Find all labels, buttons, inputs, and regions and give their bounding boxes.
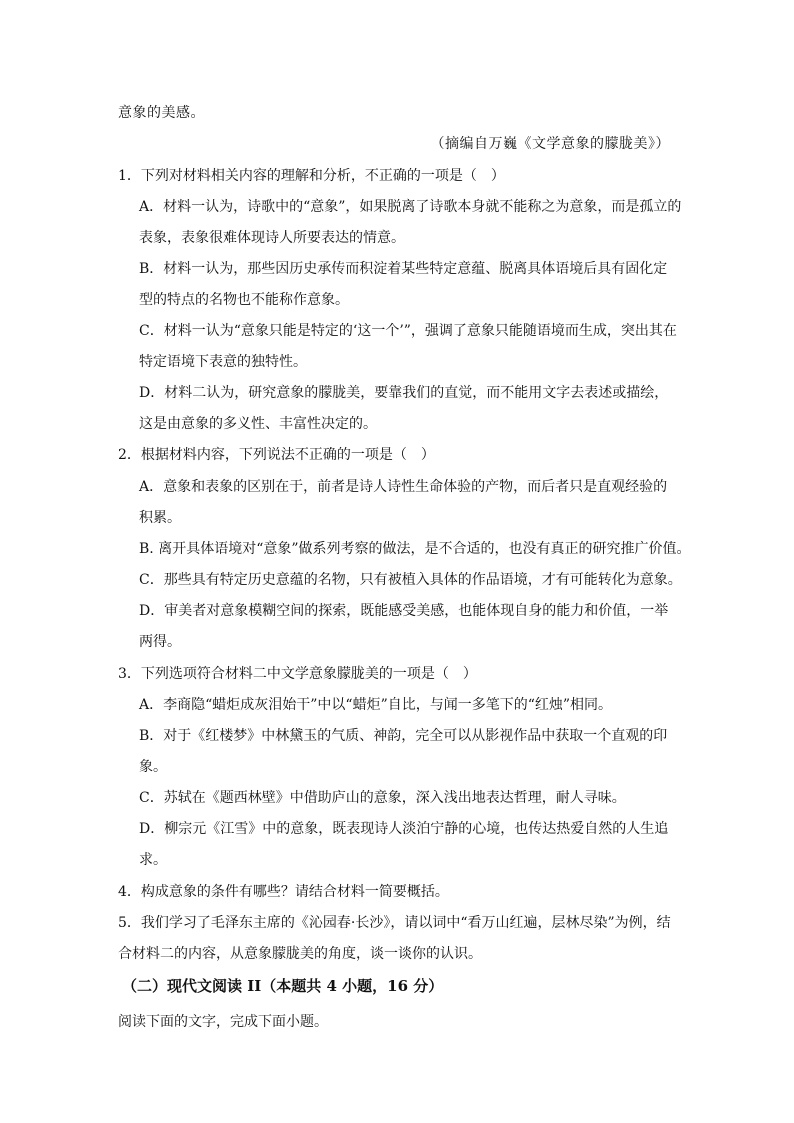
intro-tail: 意象的美感。 [118, 105, 205, 121]
q5-line1: 5．我们学习了毛泽东主席的《沁园春·长沙》，请以词中“看万山红遍，层林尽染”为例，结 [118, 915, 671, 931]
q2-option-d-line2: 两得。 [139, 634, 181, 650]
q3-option-d-line1: D．柳宗元《江雪》中的意象，既表现诗人淡泊宁静的心境，也传达热爱自然的人生追 [139, 821, 669, 837]
q1-option-d-line1: D．材料二认为，研究意象的朦胧美，要靠我们的直觉，而不能用文字去表述或描绘， [139, 385, 669, 401]
q2-stem: 2．根据材料内容，下列说法不正确的一项是（ ） [118, 447, 435, 463]
q2-option-a-line2: 积累。 [139, 510, 181, 526]
q1-option-b-line2: 型的特点的名物也不能称作意象。 [139, 292, 349, 308]
q3-option-c-line1: C．苏轼在《题西林壁》中借助庐山的意象，深入浅出地表达哲理，耐人寻味。 [139, 790, 626, 806]
q2-option-c-line1: C．那些具有特定历史意蕴的名物，只有被植入具体的作品语境，才有可能转化为意象。 [139, 572, 682, 588]
q3-option-d-line2: 求。 [139, 852, 167, 868]
q1-option-c-line1: C．材料一认为“意象只能是特定的‘这一个’”，强调了意象只能随语境而生成，突出其在 [139, 323, 677, 339]
q3-option-a-line1: A．李商隐“蜡炬成灰泪始干”中以“蜡炬”自比，与闻一多笔下的“红烛”相同。 [139, 697, 613, 713]
q3-option-b-line1: B．对于《红楼梦》中林黛玉的气质、神韵，完全可以从影视作品中获取一个直观的印 [139, 728, 668, 744]
q3-stem: 3．下列选项符合材料二中文学意象朦胧美的一项是（ ） [118, 666, 477, 682]
q1-option-c-line2: 特定语境下表意的独特性。 [139, 354, 307, 370]
q2-option-d-line1: D．审美者对意象模糊空间的探索，既能感受美感，也能体现自身的能力和价值，一举 [139, 603, 669, 619]
section-heading: （二）现代文阅读 II（本题共 4 小题，16 分） [122, 977, 444, 995]
source-citation: （摘编自万巍《文学意象的朦胧美》） [430, 136, 670, 152]
q1-option-a-line2: 表象，表象很难体现诗人所要表达的情意。 [139, 230, 405, 246]
q1-option-a-line1: A．材料一认为，诗歌中的“意象”，如果脱离了诗歌本身就不能称之为意象，而是孤立的 [139, 199, 682, 215]
reading-instruction: 阅读下面的文字，完成下面小题。 [118, 1014, 328, 1030]
q5-line2: 合材料二的内容，从意象朦胧美的角度，谈一谈你的认识。 [118, 946, 482, 962]
q1-option-b-line1: B．材料一认为，那些因历史承传而积淀着某些特定意蕴、脱离具体语境后具有固化定 [139, 261, 668, 277]
q4-stem: 4．构成意象的条件有哪些？请结合材料一简要概括。 [118, 884, 449, 900]
q3-option-b-line2: 象。 [139, 759, 167, 775]
q1-option-d-line2: 这是由意象的多义性、丰富性决定的。 [139, 416, 377, 432]
q1-stem: 1．下列对材料相关内容的理解和分析，不正确的一项是（ ） [118, 168, 505, 184]
q2-option-a-line1: A．意象和表象的区别在于，前者是诗人诗性生命体验的产物，而后者只是直观经验的 [139, 479, 668, 495]
q2-option-b-line1: B. 离开具体语境对“意象”做系列考察的做法，是不合适的，也没有真正的研究推广价值。 [139, 541, 691, 557]
